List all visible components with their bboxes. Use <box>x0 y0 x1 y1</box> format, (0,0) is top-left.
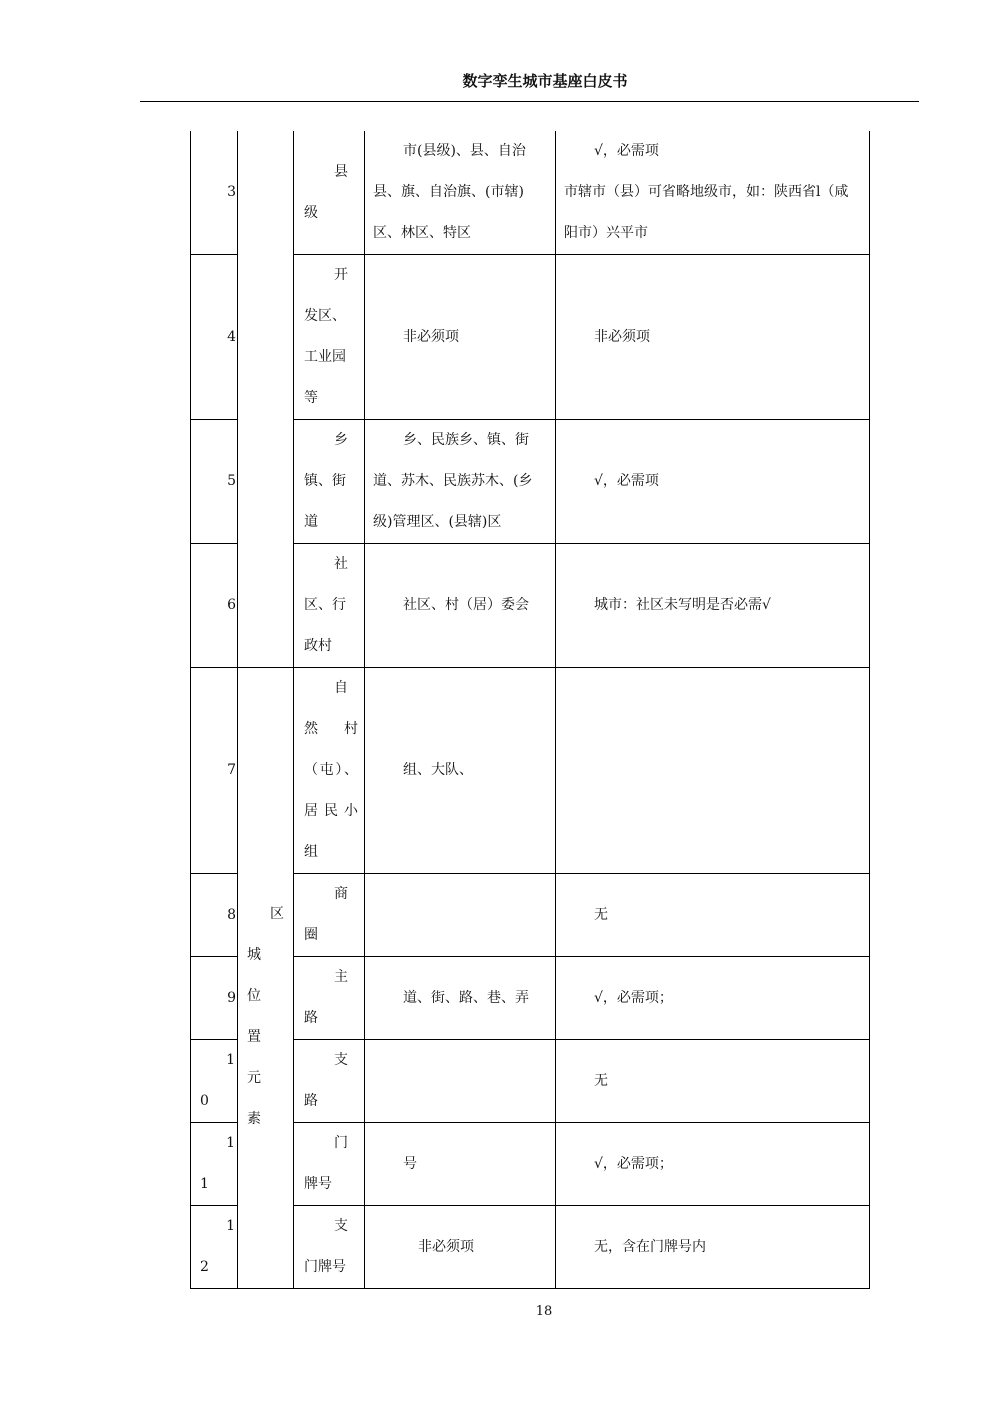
row-note-line-2: 市辖市（县）可省略地级市，如：陕西省l（咸阳市）兴平市 <box>564 184 849 241</box>
row-description-text: 号 <box>403 1155 417 1172</box>
row-number-line-1: 1 <box>226 1052 235 1068</box>
row-name-line-3: （屯）、 <box>304 762 358 778</box>
row-description <box>365 131 556 255</box>
row-note-text: √，必需项 <box>594 473 659 489</box>
category-label-line-2: 城位 <box>247 947 275 1004</box>
address-element-table <box>190 131 870 1289</box>
category-label-line-1: 区 <box>270 906 284 922</box>
row-name-line-1: 社 <box>334 556 348 572</box>
row-number: 8 <box>191 874 238 957</box>
row-description-text: 非必须项 <box>403 328 459 345</box>
row-number <box>191 1123 238 1206</box>
row-note-text: 城市：社区未写明是否必需√ <box>594 597 771 613</box>
row-name <box>294 131 365 255</box>
row-description <box>365 1206 556 1289</box>
row-name <box>294 255 365 420</box>
row-note-line-1: √，必需项 <box>594 143 659 159</box>
row-name <box>294 1123 365 1206</box>
row-description-text: 市(县级)、县、自治县、旗、自治旗、(市辖)区、林区、特区 <box>373 143 526 241</box>
row-name <box>294 668 365 874</box>
category-label-line-4: 素 <box>247 1111 275 1127</box>
row-description <box>365 255 556 420</box>
row-note <box>556 668 870 874</box>
row-name-line-1: 门 <box>334 1135 348 1151</box>
row-name-line-1: 乡 <box>334 432 348 448</box>
row-description <box>365 420 556 544</box>
row-name-line-1: 自 <box>334 680 348 696</box>
category-cell-upper <box>238 131 294 668</box>
row-number-line-2: 0 <box>200 1093 209 1109</box>
row-name-line-2: 发区、工业园等 <box>304 308 346 406</box>
row-description <box>365 1123 556 1206</box>
row-description <box>365 874 556 957</box>
row-number: 9 <box>191 957 238 1040</box>
row-note-text: 无，含在门牌号内 <box>594 1238 706 1255</box>
category-label <box>238 668 293 1140</box>
category-label-line-3: 置元 <box>247 1029 275 1086</box>
row-number-line-1: 1 <box>226 1135 235 1151</box>
row-name-line-1: 县 <box>334 163 348 180</box>
row-note-text: √，必需项； <box>594 1155 673 1172</box>
row-name-line-5: 组 <box>304 844 318 860</box>
row-name-line-2: 圈 <box>304 927 318 943</box>
row-number-line-2: 1 <box>200 1176 209 1192</box>
row-description-text: 道、街、路、巷、弄 <box>403 989 529 1006</box>
row-number-line-1: 1 <box>226 1218 235 1234</box>
row-name-line-2: 然村 <box>304 721 358 737</box>
row-number <box>191 1040 238 1123</box>
row-name <box>294 957 365 1040</box>
row-note-text: 非必须项 <box>594 328 650 345</box>
row-name-line-1: 商 <box>334 886 348 902</box>
row-note-text: 无 <box>594 906 608 923</box>
row-number <box>191 1206 238 1289</box>
row-name-line-1: 支 <box>334 1052 348 1068</box>
table-row <box>191 668 870 874</box>
row-name-line-2: 路 <box>304 1010 318 1026</box>
row-note-text: √，必需项； <box>594 989 673 1006</box>
row-note <box>556 957 870 1040</box>
row-number: 7 <box>191 668 238 874</box>
row-name-line-2: 级 <box>304 204 318 221</box>
row-note <box>556 544 870 668</box>
row-name-line-2: 镇、街道 <box>304 473 346 530</box>
row-note <box>556 420 870 544</box>
row-description-text: 社区、村（居）委会 <box>403 597 529 613</box>
row-name <box>294 544 365 668</box>
row-note-text: 无 <box>594 1072 608 1089</box>
row-note <box>556 1040 870 1123</box>
row-description-text: 乡、民族乡、镇、街道、苏木、民族苏木、(乡级)管理区、(县辖)区 <box>373 432 533 530</box>
row-name-line-2: 路 <box>304 1093 318 1109</box>
row-name-line-1: 开 <box>334 267 348 283</box>
row-description <box>365 957 556 1040</box>
row-description <box>365 1040 556 1123</box>
row-name-line-1: 支 <box>334 1218 348 1234</box>
row-number-line-2: 2 <box>200 1259 209 1275</box>
category-cell-lower <box>238 668 294 1289</box>
row-note <box>556 874 870 957</box>
row-note <box>556 1123 870 1206</box>
header-divider <box>140 101 919 102</box>
row-description <box>365 668 556 874</box>
row-name <box>294 1206 365 1289</box>
page-number: 18 <box>535 1304 553 1319</box>
row-number: 5 <box>191 420 238 544</box>
page-header-title: 数字孪生城市基座白皮书 <box>462 72 628 90</box>
row-name <box>294 1040 365 1123</box>
row-name-line-2: 区、行政村 <box>304 597 346 654</box>
row-number: 6 <box>191 544 238 668</box>
row-note <box>556 131 870 255</box>
row-name <box>294 420 365 544</box>
row-name-line-2: 门牌号 <box>304 1259 346 1275</box>
row-number: 3 <box>191 131 238 255</box>
row-name <box>294 874 365 957</box>
table-row <box>191 131 870 255</box>
row-note <box>556 255 870 420</box>
row-name-line-1: 主 <box>334 969 348 985</box>
row-description <box>365 544 556 668</box>
row-name-line-2: 牌号 <box>304 1176 332 1192</box>
row-name-line-4: 居民小 <box>304 803 358 819</box>
row-description-text: 非必须项 <box>418 1238 474 1255</box>
row-number: 4 <box>191 255 238 420</box>
row-note <box>556 1206 870 1289</box>
row-description-text: 组、大队、 <box>403 762 473 778</box>
